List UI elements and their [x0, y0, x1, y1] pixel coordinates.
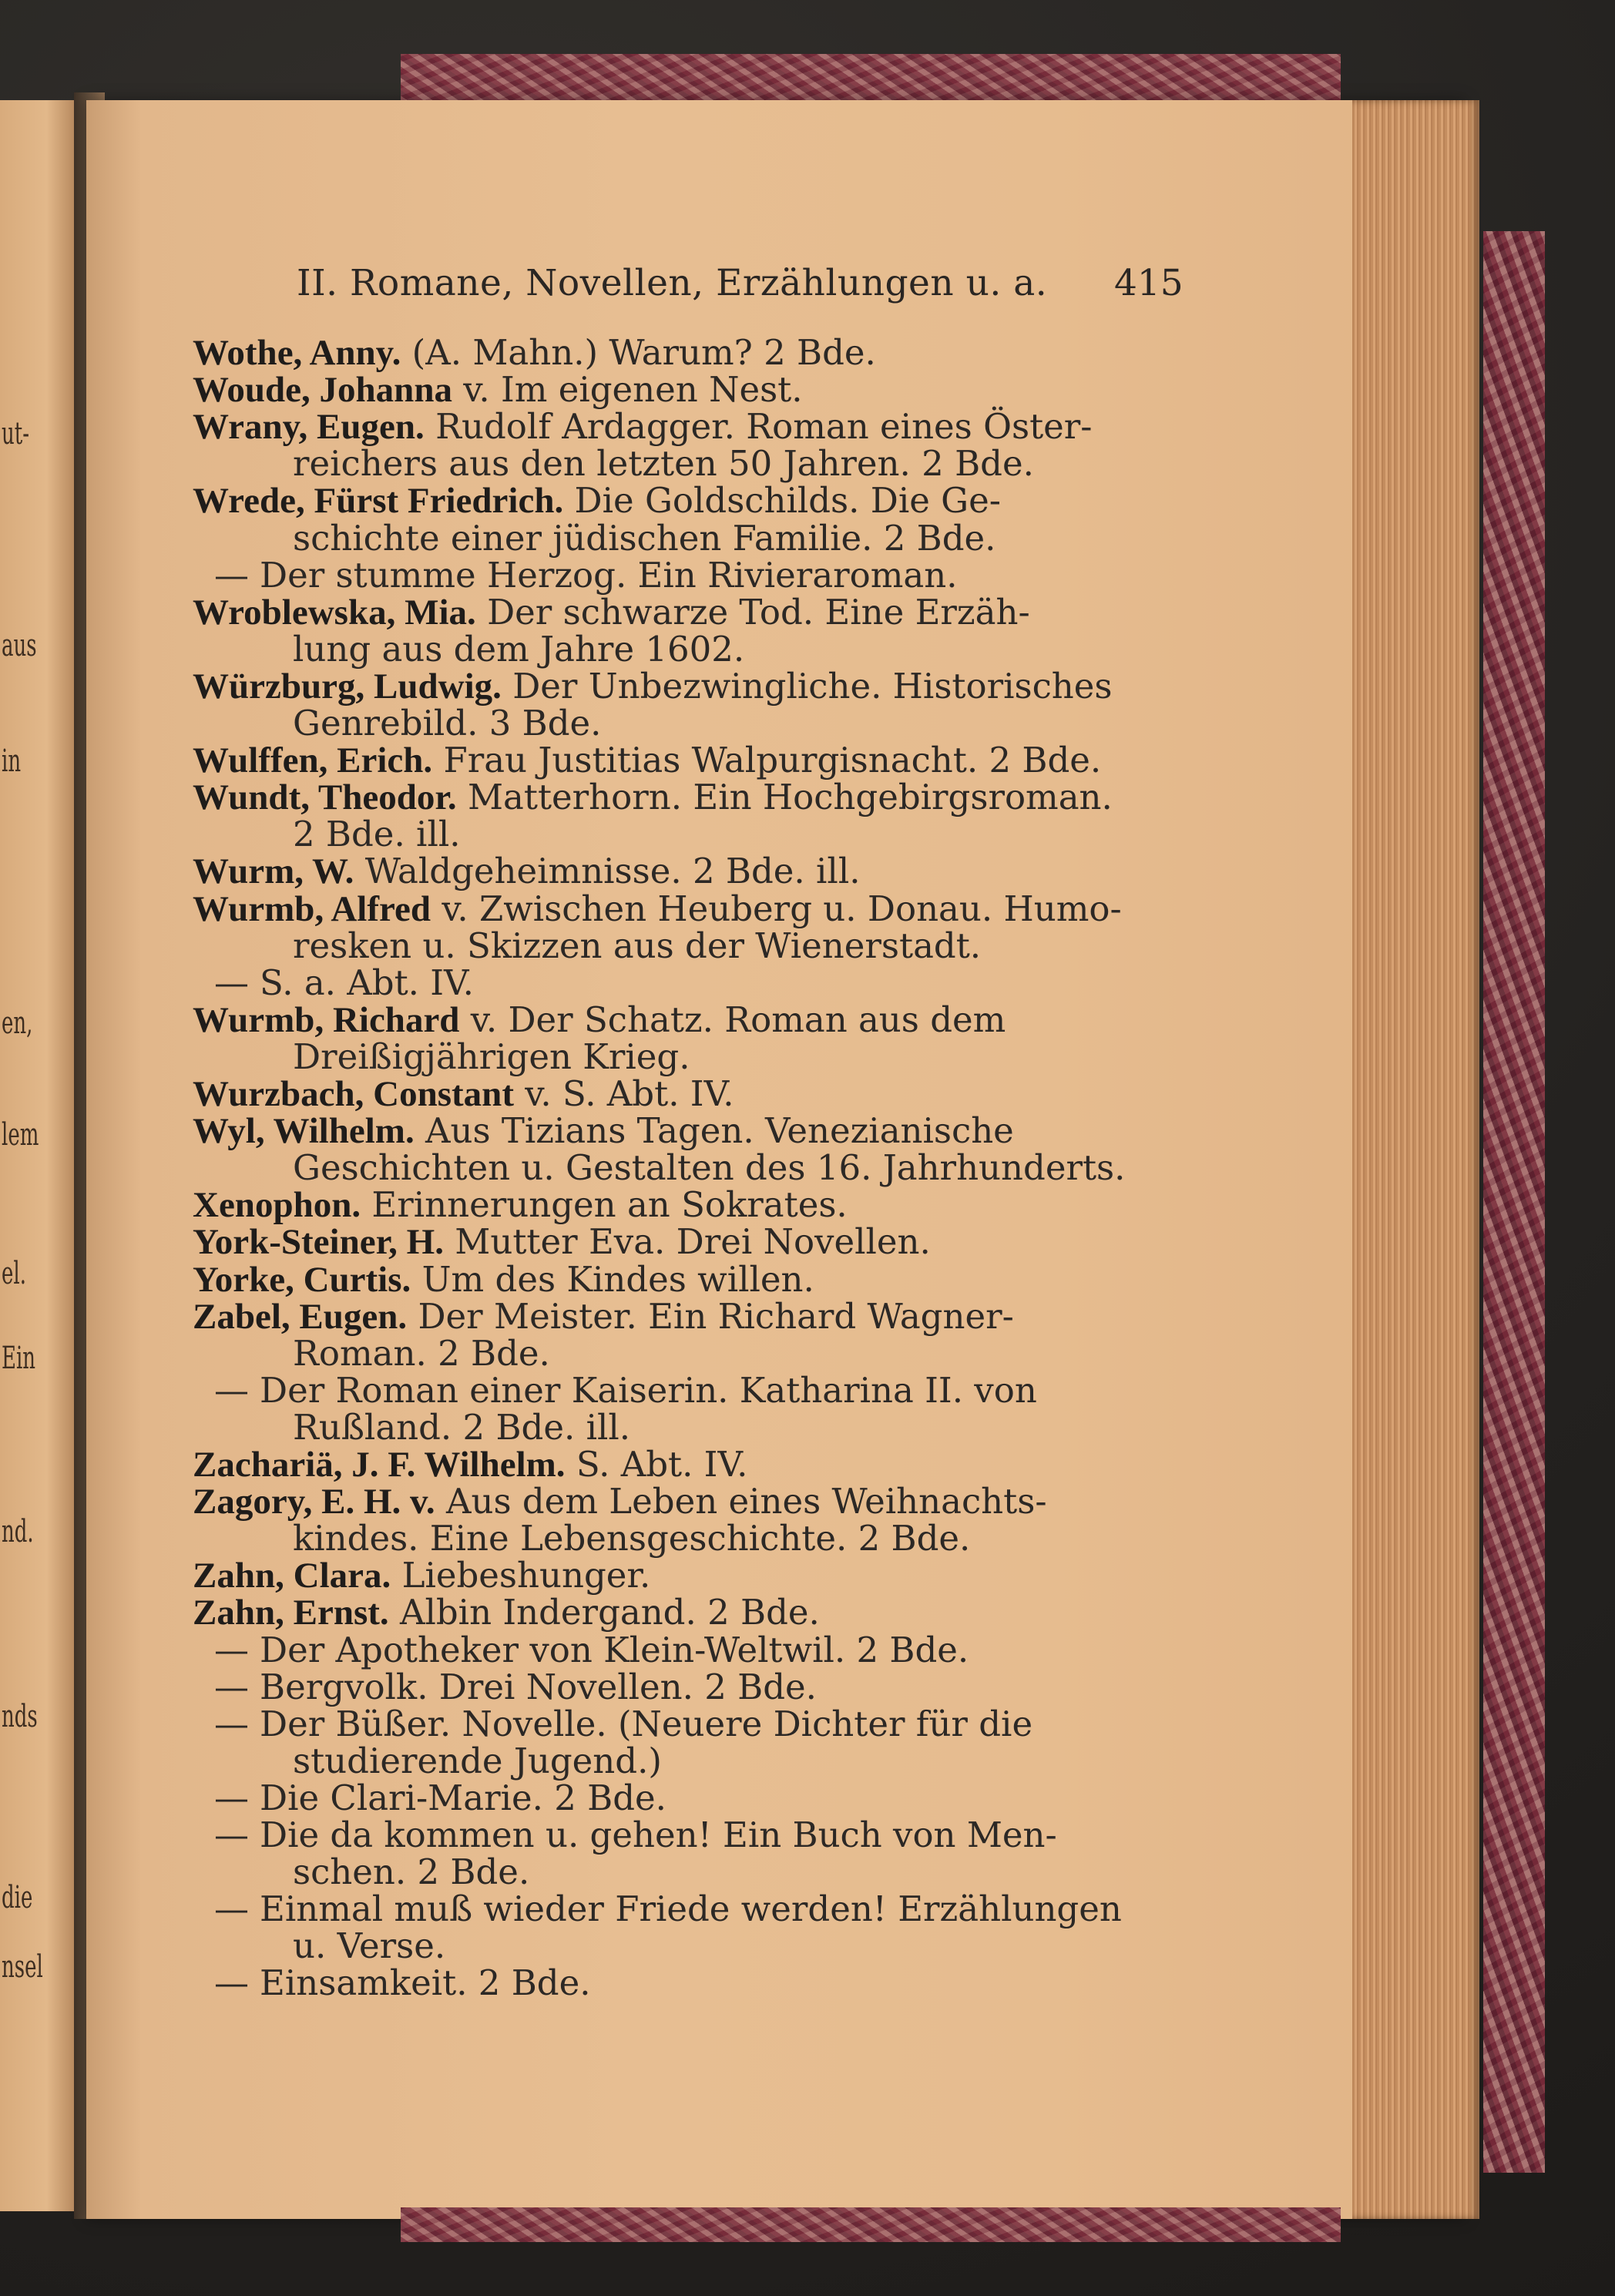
left-page-fragment: nsel [2, 1949, 43, 1985]
entry-text: Der Meister. Ein Richard Wagner- [418, 1296, 1014, 1337]
entry-line [214, 1667, 817, 1707]
entry-text: (A. Mahn.) Warum? 2 Bde. [411, 332, 876, 373]
entry-text: v. Zwischen Heuberg u. Donau. Humo- [442, 888, 1122, 929]
entry-line [193, 1184, 848, 1225]
author-name: Wyl, Wilhelm. [193, 1111, 415, 1151]
entry-line [214, 1370, 1037, 1411]
page-number: 415 [1114, 262, 1184, 304]
ditto-dash: — [214, 1630, 249, 1670]
entry-line [293, 1333, 550, 1374]
marbled-cover-edge [1483, 231, 1545, 2173]
entry-line [293, 814, 461, 854]
entry-line [293, 1036, 690, 1077]
entry-text: u. Verse. [293, 1925, 446, 1966]
entry-line [293, 629, 745, 670]
entry-line [193, 592, 1030, 633]
entry-line [193, 1259, 814, 1300]
entry-text: Dreißigjährigen Krieg. [293, 1036, 690, 1077]
entry-text: resken u. Skizzen aus der Wienerstadt. [293, 925, 982, 966]
entry-line [214, 1704, 1033, 1744]
entry-line [214, 962, 474, 1003]
ditto-dash: — [214, 1962, 249, 2003]
entry-text: Aus Tizians Tagen. Venezianische [425, 1110, 1014, 1151]
entry-line [193, 888, 1122, 929]
entry-text: Liebeshunger. [401, 1555, 651, 1596]
entry-line [293, 443, 1034, 484]
entry-text: Mutter Eva. Drei Novellen. [455, 1221, 931, 1262]
entry-text: Geschichten u. Gestalten des 16. Jahrhunderts. [293, 1147, 1126, 1188]
author-name: Zahn, Clara. [193, 1556, 391, 1596]
entry-text: Waldgeheimnisse. 2 Bde. ill. [364, 851, 861, 891]
running-header-title: II. Romane, Novellen, Erzählungen u. a. [297, 262, 1048, 304]
entry-line [214, 1630, 969, 1670]
entry-line [293, 518, 996, 559]
author-name: Wurmb, Alfred [193, 889, 431, 929]
entry-text: Der Büßer. Novelle. (Neuere Dichter für die [260, 1704, 1033, 1744]
entry-line [293, 703, 602, 744]
entry-text: reichers aus den letzten 50 Jahren. 2 Bde. [293, 443, 1034, 484]
left-page-fragment: Ein [2, 1341, 36, 1376]
ditto-dash: — [214, 555, 249, 596]
entry-line [193, 1073, 734, 1114]
entry-text: Frau Justitias Walpurgisnacht. 2 Bde. [443, 740, 1102, 780]
ditto-dash: — [214, 1667, 249, 1707]
entry-text: Einmal muß wieder Friede werden! Erzählungen [260, 1888, 1122, 1929]
author-name: Wrede, Fürst Friedrich. [193, 481, 564, 521]
author-name: Yorke, Curtis. [193, 1260, 411, 1300]
entry-line [193, 777, 1113, 817]
entry-text: Genrebild. 3 Bde. [293, 703, 602, 744]
entry-line [214, 1777, 666, 1818]
entry-line [193, 1221, 931, 1262]
entry-line [193, 999, 1006, 1040]
left-page-fragment: lem [2, 1117, 39, 1153]
ditto-dash: — [214, 1704, 249, 1744]
entry-text: v. Der Schatz. Roman aus dem [470, 999, 1006, 1040]
left-page-fragment: el. [2, 1256, 26, 1291]
entry-line [293, 1851, 530, 1892]
entry-line [193, 740, 1102, 780]
entry-text: Matterhorn. Ein Hochgebirgsroman. [467, 777, 1113, 817]
entry-line [193, 1555, 651, 1596]
entry-text: Der schwarze Tod. Eine Erzäh- [487, 592, 1030, 633]
author-name: Wundt, Theodor. [193, 777, 457, 817]
entry-text: Rudolf Ardagger. Roman eines Öster- [435, 406, 1093, 447]
entry-line [193, 851, 861, 891]
entry-line [214, 1962, 591, 2003]
entry-text: S. a. Abt. IV. [260, 962, 474, 1003]
author-name: Woude, Johanna [193, 370, 452, 410]
author-name: Zabel, Eugen. [193, 1297, 408, 1337]
ditto-dash: — [214, 1777, 249, 1818]
page-stack-edge [1352, 100, 1479, 2219]
ditto-dash: — [214, 1814, 249, 1855]
entry-text: Die Clari-Marie. 2 Bde. [260, 1777, 666, 1818]
author-name: Wurm, W. [193, 851, 354, 891]
entry-line [214, 1888, 1122, 1929]
entry-line [293, 925, 982, 966]
entry-line [293, 1925, 446, 1966]
entry-text: Die Goldschilds. Die Ge- [574, 480, 1001, 521]
entry-text: Erinnerungen an Sokrates. [371, 1184, 848, 1225]
author-name: York-Steiner, H. [193, 1222, 444, 1262]
author-name: Wroblewska, Mia. [193, 592, 476, 633]
entry-line [293, 1518, 971, 1559]
entry-text: lung aus dem Jahre 1602. [293, 629, 745, 670]
entry-text: v. S. Abt. IV. [525, 1073, 734, 1114]
entry-line [193, 406, 1093, 447]
author-name: Würzburg, Ludwig. [193, 666, 502, 707]
entry-text: Albin Indergand. 2 Bde. [399, 1592, 820, 1633]
left-page-fragment: nds [2, 1699, 38, 1734]
entry-line [193, 666, 1113, 707]
left-page-fragment: nd. [2, 1514, 34, 1549]
entry-line [193, 480, 1001, 521]
left-page-fragment: ut- [2, 416, 29, 451]
entry-line [193, 332, 876, 373]
author-name: Zagory, E. H. v. [193, 1482, 435, 1522]
author-name: Zahn, Ernst. [193, 1593, 389, 1633]
entry-line [193, 1110, 1014, 1151]
entry-text: Die da kommen u. gehen! Ein Buch von Men- [260, 1814, 1057, 1855]
ditto-dash: — [214, 962, 249, 1003]
left-page-fragment: aus [2, 628, 37, 663]
entry-text: 2 Bde. ill. [293, 814, 461, 854]
author-name: Wurmb, Richard [193, 1000, 460, 1040]
entry-line [193, 1481, 1047, 1522]
entry-text: v. Im eigenen Nest. [463, 369, 803, 410]
author-name: Wrany, Eugen. [193, 407, 425, 447]
entry-line [293, 1407, 631, 1448]
entry-line [193, 369, 803, 410]
entry-line [293, 1147, 1126, 1188]
entry-text: Der Apotheker von Klein-Weltwil. 2 Bde. [260, 1630, 969, 1670]
entry-text: Rußland. 2 Bde. ill. [293, 1407, 631, 1448]
author-name: Wulffen, Erich. [193, 740, 433, 780]
author-name: Wothe, Anny. [193, 333, 401, 373]
entry-text: Der stumme Herzog. Ein Rivieraroman. [260, 555, 958, 596]
entry-text: schichte einer jüdischen Familie. 2 Bde. [293, 518, 996, 559]
entry-text: Aus dem Leben eines Weihnachts- [446, 1481, 1047, 1522]
entry-text: Der Roman einer Kaiserin. Katharina II. von [260, 1370, 1037, 1411]
author-name: Zachariä, J. F. Wilhelm. [193, 1445, 566, 1485]
left-facing-page [0, 100, 85, 2211]
entry-text: Der Unbezwingliche. Historisches [512, 666, 1113, 707]
author-name: Wurzbach, Constant [193, 1074, 514, 1114]
entry-line [193, 1592, 820, 1633]
left-page-fragment: in [2, 744, 22, 779]
ditto-dash: — [214, 1888, 249, 1929]
entry-text: studierende Jugend.) [293, 1740, 662, 1781]
ditto-dash: — [214, 1370, 249, 1411]
left-page-fragment: die [2, 1880, 33, 1915]
entry-text: Um des Kindes willen. [421, 1259, 814, 1300]
entry-line [214, 1814, 1057, 1855]
entry-text: Roman. 2 Bde. [293, 1333, 550, 1374]
entry-text: S. Abt. IV. [576, 1444, 748, 1485]
author-name: Xenophon. [193, 1185, 361, 1225]
entry-text: Bergvolk. Drei Novellen. 2 Bde. [260, 1667, 817, 1707]
entry-line [214, 555, 958, 596]
left-page-fragment: en, [2, 1005, 33, 1041]
entry-text: Einsamkeit. 2 Bde. [260, 1962, 591, 2003]
entry-line [193, 1296, 1014, 1337]
marbled-bottom-edge [401, 2207, 1341, 2242]
entry-line [293, 1740, 662, 1781]
entry-text: schen. 2 Bde. [293, 1851, 530, 1892]
entry-line [193, 1444, 748, 1485]
entry-text: kindes. Eine Lebensgeschichte. 2 Bde. [293, 1518, 971, 1559]
